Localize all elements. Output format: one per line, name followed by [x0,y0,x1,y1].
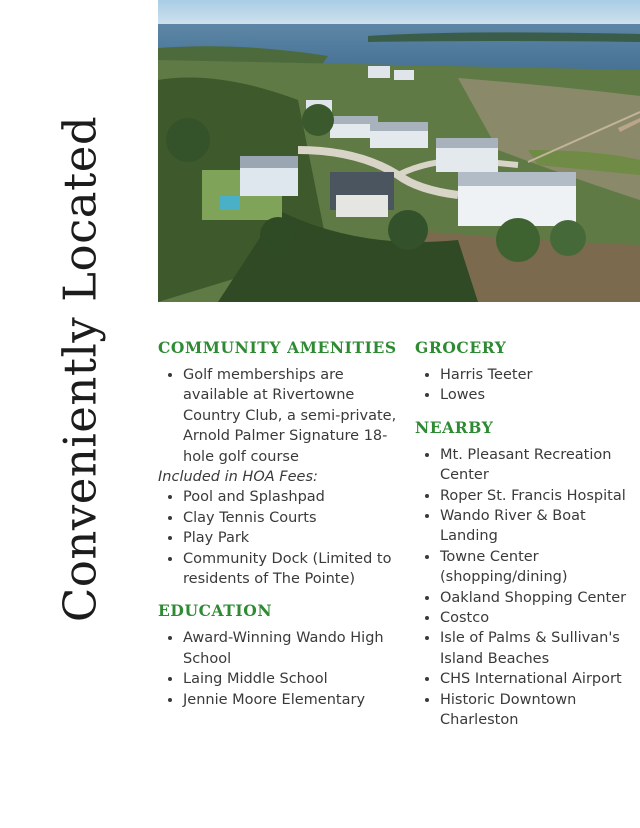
community-amenities-heading: COMMUNITY AMENITIES [158,338,397,357]
list-item: • Costco [440,608,635,628]
hoa-fees-note: Included in HOA Fees: [158,469,318,486]
aerial-photo [158,0,640,302]
vertical-title [0,0,158,828]
list-item: • Jennie Moore Elementary [183,690,403,710]
education-heading: EDUCATION [158,601,273,621]
list-item: • Historic Downtown Charleston [440,690,635,731]
list-item: • Mt. Pleasant Recreation Center [440,445,635,486]
list-item: • Play Park [183,528,403,548]
hero-image [158,0,640,302]
list-item: • Wando River & Boat Landing [440,506,635,547]
nearby-section [415,418,635,731]
list-item: • Golf memberships are available at Rivertowne Country Club, a semi-private, Arnold Palmer Signature 18-hole golf course [183,365,403,467]
list-item: • Oakland Shopping Center [440,588,635,608]
left-column [158,338,403,710]
list-item: • CHS International Airport [440,669,635,689]
grocery-section [415,338,635,406]
right-column [415,338,635,731]
community-amenities-section [158,338,403,589]
page-title: Conveniently Located [53,115,107,623]
list-item: • Towne Center (shopping/dining) [440,547,635,588]
list-item: • Lowes [440,385,635,405]
nearby-heading: NEARBY [415,417,494,437]
list-item: • Pool and Splashpad [183,487,403,507]
list-item: • Harris Teeter [440,365,635,385]
list-item: • Laing Middle School [183,669,403,689]
education-section [158,601,403,710]
list-item: • Community Dock (Limited to residents of The Pointe) [183,549,403,590]
list-item: • Award-Winning Wando High School [183,628,403,669]
grocery-list [415,365,635,406]
community-amenities-list [158,365,403,467]
education-list [158,628,403,710]
list-item: • Isle of Palms & Sullivan's Island Beaches [440,628,635,669]
nearby-list [415,445,635,731]
list-item: • Clay Tennis Courts [183,508,403,528]
grocery-heading: GROCERY [415,338,507,357]
hoa-items-list [158,487,403,589]
list-item: • Roper St. Francis Hospital [440,486,635,506]
